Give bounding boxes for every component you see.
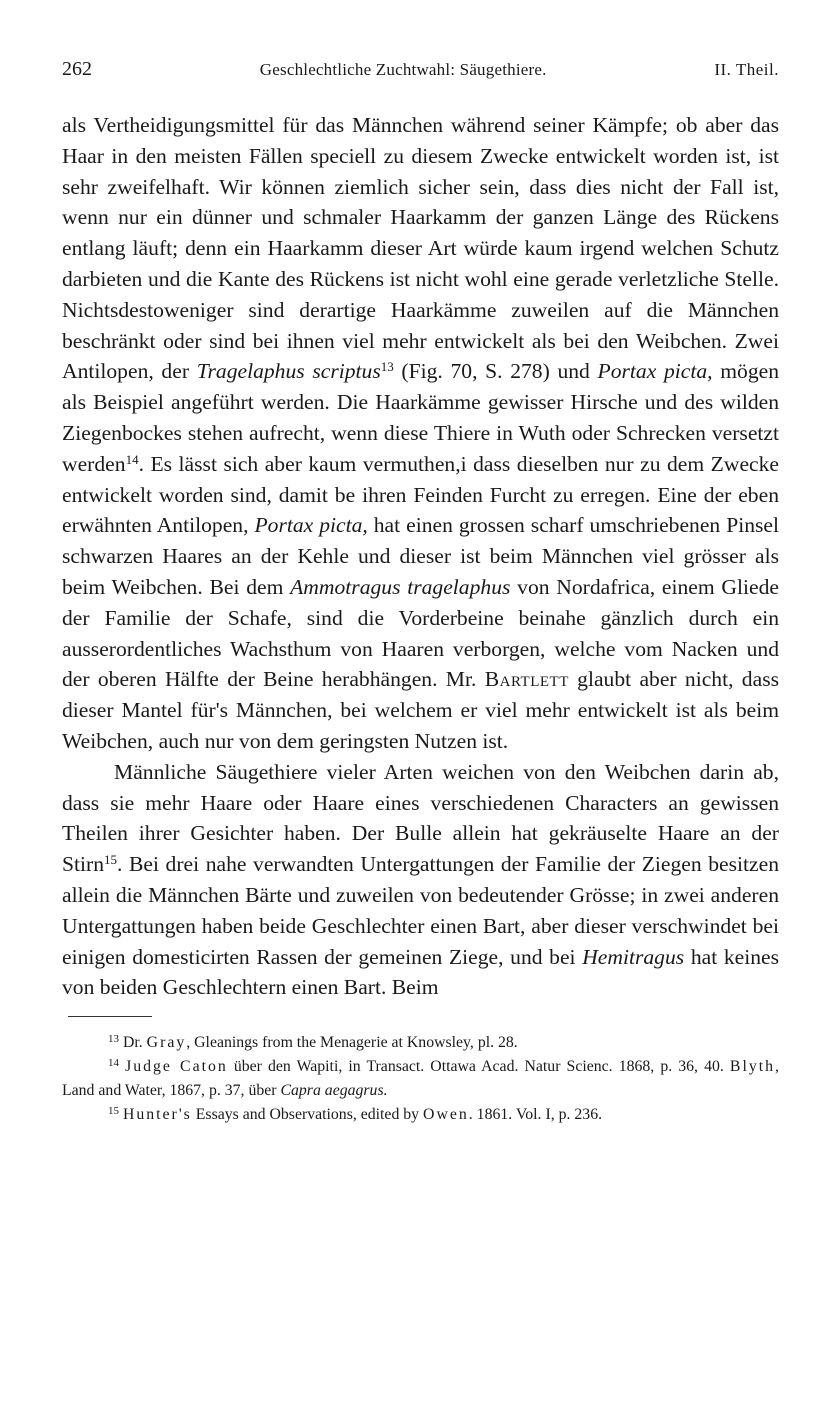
species-name: Portax picta,: [254, 513, 368, 538]
footnote-ref-14: 14: [125, 451, 139, 467]
body-text: [62, 110, 779, 1003]
book-page: [62, 58, 779, 1127]
footnote-divider: [68, 1016, 152, 1017]
species-name: Portax picta,: [597, 359, 713, 384]
paragraph-1: als Vertheidigungsmittel für das Männchen während seiner Kämpfe; ob aber das Haar in den meisten Fällen speciell zu diesem Zwecke entwickelt worden ist, ist sehr zweifelhaft. Wir können ziemlich sicher sein, dass dies nicht der Fall ist, wenn nur ein dünner und schmaler Haarkamm der ganzen Länge des Rückens entlang läuft; denn ein Haarkamm dieser Art würde kaum irgend welchen Schutz darbieten und die Kante des Rückens ist nicht wohl eine gerade verletzliche Stelle. Nichtsdestoweniger sind derartige Haarkämme zuweilen auf die Männchen beschränkt oder sind bei ihnen viel mehr entwickelt als bei den Weibchen. Zwei Antilopen, der Tragelaphus scriptus$^{13}$ (Fig. 70, S. 278) und Portax picta, mögen als Beispiel angeführt werden. Die Haarkämme gewisser Hirsche und des wilden Ziegenbockes stehen aufrecht, wenn diese Thiere in Wuth oder Schrecken versetzt werden$^{14}$. Es lässt sich aber kaum vermuthen,i dass dieselben nur zu dem Zwecke entwickelt worden sind, damit be ihren Feinden Furcht zu erregen. Eine der eben erwähnten Antilopen, Portax picta, hat einen grossen scharf umschriebenen Pinsel schwarzen Haares an der Kehle und dieser ist beim Männchen viel grösser als beim Weibchen. Bei dem Ammotragus tragelaphus von Nordafrica, einem Gliede der Familie der Schafe, sind die Vorderbeine beinahe gänzlich durch ein ausserordentliches Wachsthum von Haaren verborgen, welche vom Nacken und der oberen Hälfte der Beine herabhängen. Mr. Bartlett glaubt aber nicht, dass dieser Mantel für's Männchen, bei welchem er viel mehr entwickelt ist als beim Weibchen, auch nur von dem geringsten Nutzen ist.: [62, 113, 780, 753]
footnote-ref-15: 15: [104, 852, 117, 868]
page-number: 262: [62, 58, 92, 80]
species-name: Ammotragus tragelaphus: [290, 574, 511, 599]
footnote-14: $^{14}$ Judge Caton über den Wapiti, in Transact. Ottawa Acad. Natur Scienc. 1868, p. 36, 40. Blyth, Land and Water, 1867, p. 37, über Capra aegagrus.: [62, 1057, 779, 1100]
paragraph-2: Männliche Säugethiere vieler Arten weichen von den Weibchen darin ab, dass sie mehr Haare oder Haare eines verschiedenen Characters an gewissen Theilen ihrer Gesichter haben. Der Bulle allein hat gekräuselte Haare an der Stirn$^{15}$. Bei drei nahe verwandten Untergattungen der Familie der Ziegen besitzen allein die Männchen Bärte und zuweilen von bedeutender Grösse; in zwei anderen Untergattungen haben beide Geschlechter einen Bart, aber dieser verschwindet bei einigen domesticirten Rassen der gemeinen Ziege, und bei Hemitragus hat keines von beiden Geschlechtern einen Bart. Beim: [62, 759, 780, 1000]
footnotes: [62, 1031, 779, 1127]
page-header: [62, 58, 779, 88]
species-name: Tragelaphus scriptus: [196, 359, 381, 384]
footnote-13: $^{13}$ Dr. Gray, Gleanings from the Menagerie at Knowsley, pl. 28.: [108, 1033, 518, 1052]
footnote-ref-13: 13: [380, 359, 394, 375]
running-title: Geschlechtliche Zuchtwahl: Säugethiere.: [259, 60, 547, 79]
footnote-15: $^{15}$ Hunter's Essays and Observations, edited by Owen. 1861. Vol. I, p. 236.: [108, 1105, 603, 1124]
species-name: Hemitragus: [582, 944, 685, 969]
part-label: II. Theil.: [714, 60, 779, 79]
person-name: Bartlett: [484, 667, 569, 692]
